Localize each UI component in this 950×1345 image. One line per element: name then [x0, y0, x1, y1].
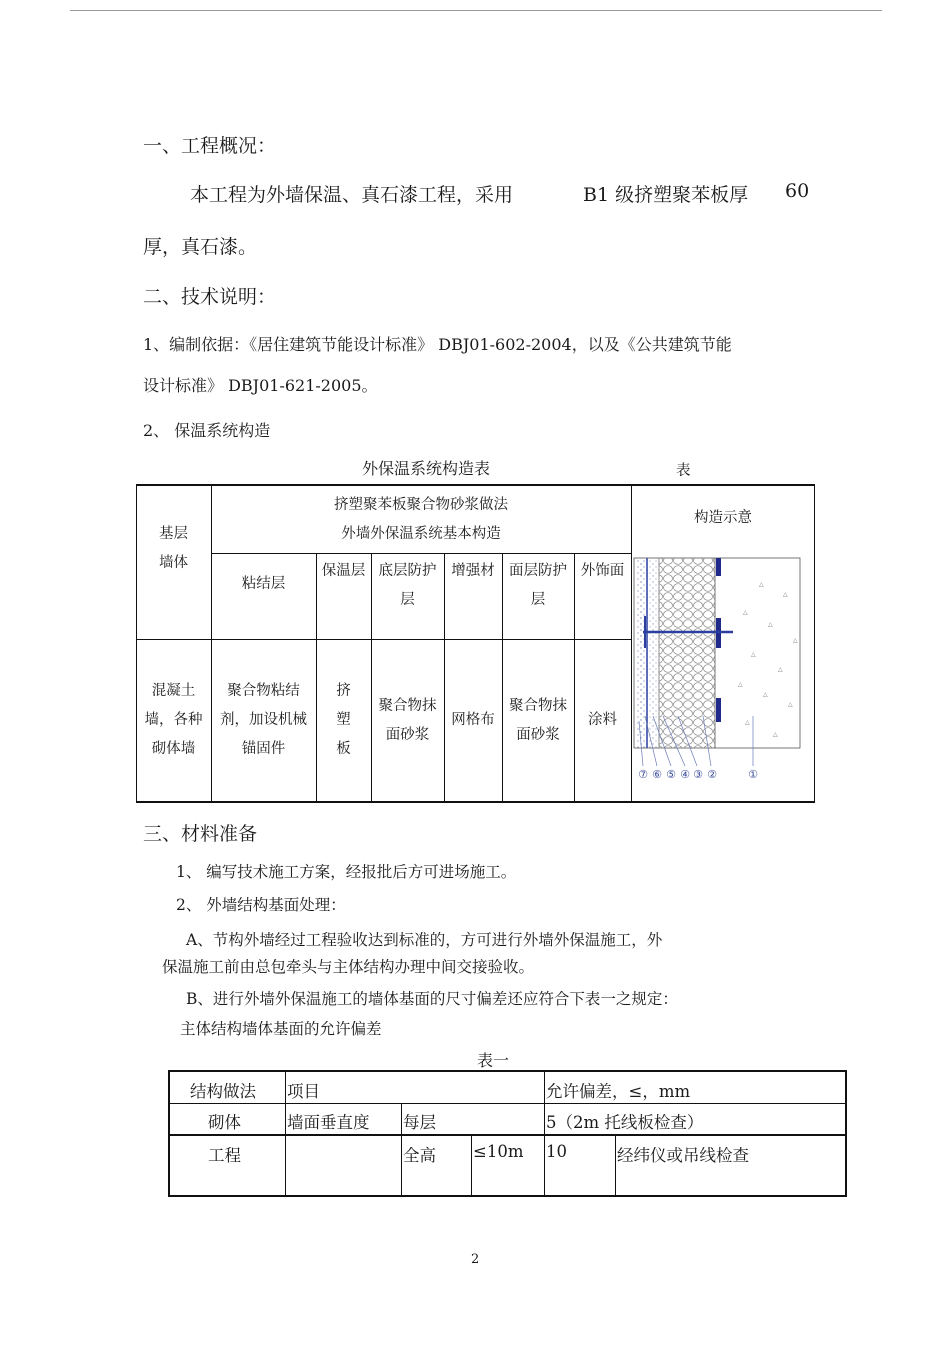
header-rule: [70, 10, 882, 11]
subheader-adhesive: 粘结层: [241, 575, 286, 592]
section2-item2: 2、 保温系统构造: [143, 421, 271, 440]
cell-reinforcement: 网格布: [451, 712, 495, 728]
table2-caption: 表一: [477, 1051, 510, 1070]
svg-text:△: △: [763, 691, 768, 698]
cell-base-coat: 聚合物抹 面砂浆: [378, 697, 437, 743]
t2-header-tolerance: 允许偏差，≤，mm: [546, 1082, 691, 1101]
section3-itemA-line1: A、节构外墙经过工程验收达到标准的，方可进行外墙外保温施工，外: [186, 931, 663, 949]
section2-heading: 二、技术说明：: [143, 286, 277, 308]
section1-para-b: B1 级挤塑聚苯板厚: [583, 184, 749, 206]
section3-item1: 1、 编写技术施工方案，经报批后方可进场施工。: [176, 863, 517, 881]
svg-text:△: △: [793, 637, 798, 644]
section3-itemB: B、进行外墙外保温施工的墙体基面的尺寸偏差还应符合下表一之规定：: [186, 990, 678, 1008]
page-number: 2: [471, 1252, 480, 1267]
diagram-label-5: ⑤: [666, 768, 676, 781]
cell-finish: 涂料: [588, 712, 617, 728]
section2-item1-line2: 设计标准》 DBJ01-621-2005。: [143, 376, 378, 395]
construction-diagram: [633, 556, 813, 800]
svg-text:△: △: [768, 621, 773, 628]
t2-row1-structure: 砌体: [208, 1113, 241, 1132]
svg-text:△: △: [778, 666, 783, 673]
section1-para-a: 本工程为外墙保温、真石漆工程，采用: [190, 184, 514, 206]
section3-table-intro: 主体结构墙体基面的允许偏差: [180, 1020, 382, 1038]
t2-row1-item: 墙面垂直度: [287, 1113, 370, 1132]
section1-heading: 一、工程概况：: [143, 135, 277, 157]
subheader-insulation: 保温层: [321, 562, 366, 579]
header-diagram: 构造示意: [694, 510, 752, 526]
t2-row2-scope: 全高: [403, 1146, 436, 1165]
section1-para-line2: 厚，真石漆。: [143, 236, 258, 258]
tolerance-table: [168, 1070, 847, 1197]
diagram-label-3: ③: [693, 768, 703, 781]
table1-caption: 外保温系统构造表: [362, 459, 491, 478]
t2-header-structure: 结构做法: [190, 1082, 256, 1101]
cell-insulation: 挤 塑 板: [336, 683, 351, 757]
cell-adhesive: 聚合物粘结 剂，加设机械 锚固件: [220, 683, 307, 757]
svg-text:△: △: [751, 651, 756, 658]
svg-text:△: △: [738, 681, 743, 688]
construction-table: [136, 484, 815, 803]
table1-caption-suffix: 表: [676, 463, 691, 479]
t2-row2-structure: 工程: [208, 1146, 241, 1165]
svg-text:△: △: [783, 591, 788, 598]
t2-row2-height: ≤10m: [473, 1142, 524, 1161]
diagram-label-2: ②: [707, 768, 717, 781]
subheader-base-coat: 底层防护 层: [378, 563, 437, 608]
section2-item1-line1: 1、编制依据：《居住建筑节能设计标准》 DBJ01-602-2004，以及《公共建筑节能: [143, 335, 732, 354]
diagram-label-1: ①: [748, 768, 758, 781]
section1-para-c: 60: [785, 180, 810, 202]
cell-top-coat: 聚合物抹 面砂浆: [509, 697, 567, 743]
diagram-label-6: ⑥: [652, 768, 662, 781]
subheader-finish: 外饰面: [580, 562, 625, 579]
svg-text:△: △: [743, 609, 748, 616]
cell-base: 混凝土 墙，各种 砌体墙: [144, 683, 203, 757]
header-group-title: 挤塑聚苯板聚合物砂浆做法 外墙外保温系统基本构造: [334, 497, 508, 542]
t2-row1-tolerance: 5（2m 托线板检查）: [546, 1113, 704, 1132]
t2-header-item: 项目: [287, 1082, 320, 1101]
svg-text:△: △: [759, 581, 764, 588]
t2-row2-tolerance: 10: [546, 1142, 567, 1161]
diagram-label-7: ⑦: [638, 768, 648, 781]
diagram-label-4: ④: [680, 768, 690, 781]
section3-heading: 三、材料准备: [143, 823, 258, 845]
section3-item2: 2、 外墙结构基面处理：: [176, 896, 346, 914]
t2-row2-method: 经纬仪或吊线检查: [617, 1146, 749, 1165]
svg-text:△: △: [745, 719, 750, 726]
subheader-reinforcement: 增强材: [451, 562, 495, 579]
subheader-top-coat: 面层防护 层: [509, 563, 567, 608]
header-base-wall: 基层 墙体: [159, 526, 188, 571]
t2-row1-scope: 每层: [403, 1113, 436, 1132]
section3-itemA-line2: 保温施工前由总包牵头与主体结构办理中间交接验收。: [162, 958, 535, 976]
svg-text:△: △: [788, 701, 793, 708]
svg-text:△: △: [773, 731, 778, 738]
